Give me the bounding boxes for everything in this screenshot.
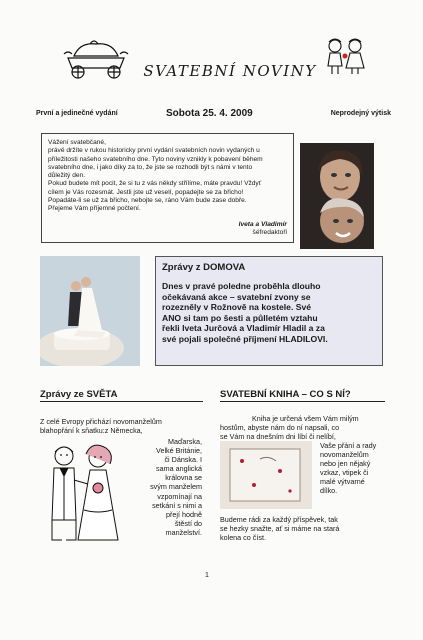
- letter-line: cílem je Vás rozesmát. Jestli jste už veselí, popadejte se za břicho!: [48, 188, 244, 196]
- couple-photo: [300, 143, 374, 249]
- guestbook-line: kolena co číst.: [220, 533, 266, 543]
- home-news-box: [155, 256, 383, 366]
- masthead-meta: [36, 108, 391, 122]
- bride-groom-kids-icon: [320, 36, 370, 76]
- bride-groom-drawing: [40, 440, 122, 550]
- world-news-line: štěstí do: [174, 518, 202, 528]
- letter-line: Vážení svatebčané,: [48, 139, 106, 146]
- world-news-lead-line: blahopřání k sňatku:z Německa,: [40, 426, 143, 435]
- world-news-line: Velké Británie,: [156, 446, 202, 456]
- guestbook-body: [320, 441, 384, 496]
- wedding-carriage-icon: [60, 38, 132, 80]
- wedding-cake-photo: [40, 256, 140, 366]
- world-news-line: sama anglická: [156, 464, 202, 474]
- newspaper-title: SVATEBNÍ NOVINY: [143, 62, 317, 80]
- guestbook-line: hostům, abyste nám do ní napsali, co: [220, 423, 340, 432]
- guestbook-line: novomanželům: [320, 450, 369, 460]
- signature-role: šéfredaktoři: [252, 229, 287, 236]
- guestbook-line: dílko.: [320, 486, 338, 496]
- world-news-line: přejí hodně: [166, 509, 202, 519]
- guestbook-line: se Vám na dnešním dni líbí či nelíbí,: [220, 432, 336, 442]
- world-news-heading: Zprávy ze SVĚTA: [40, 389, 118, 400]
- world-news-line: vzpomínají na: [157, 491, 202, 501]
- guestbook-rule: [220, 401, 385, 402]
- letter-line: právě držíte v rukou historicky první vydání svatebních novin vydaných u: [48, 147, 260, 155]
- home-news-line: očekávaná akce – svatební zvony se: [162, 291, 311, 302]
- home-news-line: Dnes v pravé poledne proběhla dlouho: [162, 281, 321, 291]
- price-note: Neprodejný výtisk: [330, 110, 391, 117]
- letter-line: Přejeme Vám příjemné počtení.: [48, 205, 141, 213]
- world-news-line: královna se: [165, 473, 202, 483]
- guestbook-line: vzkaz, vtipek či: [320, 468, 369, 478]
- page-number: 1: [205, 572, 209, 579]
- letter-line: svatebního dne, i jako díky za to, že jste se rozhodli být s námi v tento: [48, 163, 253, 171]
- guestbook-line: Budeme rádi za každý příspěvek, tak: [220, 515, 338, 524]
- edition-label: První a jedinečné vydání: [36, 110, 118, 117]
- letter-line: Pokud budete mít pocit, že si tu z vás někdy střílíme, máte pravdu! Vždyť: [48, 180, 262, 188]
- home-news-line: řekli Iveta Jurčová a Vladimír Hladil a za: [162, 323, 325, 334]
- world-news-lead: [40, 417, 200, 435]
- world-news-line: svým manželem: [150, 482, 202, 492]
- world-news-lead-line: Z celé Evropy přichází novomanželům: [40, 417, 162, 426]
- guestbook-line: se hezky snažte, ať si máme na stará: [220, 524, 340, 534]
- issue-date: Sobota 25. 4. 2009: [166, 108, 253, 119]
- home-news-line: své pojali společné příjmení HLADILOVI.: [162, 333, 328, 344]
- signature-names: Iveta a Vladimír: [238, 221, 287, 228]
- guestbook-line: Kniha je určená všem Vám milým: [252, 414, 359, 423]
- letter-line: příležitosti našeho svatebního dne. Tyto noviny vznikly k pobavení během: [48, 155, 263, 163]
- home-news-heading: Zprávy z DOMOVA: [162, 262, 246, 273]
- guestbook-line: Vaše přání a rady: [320, 441, 377, 450]
- heart-icon: [343, 54, 348, 59]
- world-news-line: setkání s nimi a: [152, 500, 202, 510]
- letter-line: Popadáte-li se už za břicho, nebojte se, ráno Vám bude zase dobře.: [48, 197, 247, 205]
- world-news-line: manželství.: [165, 527, 202, 537]
- guestbook-photo: [220, 441, 312, 509]
- guestbook-line: malé výtvarné: [320, 477, 365, 487]
- editors-letter: [41, 133, 294, 243]
- guestbook-footer: [220, 515, 385, 542]
- home-news-line: ANO si tam po šesti a půlletém vztahu: [162, 312, 318, 323]
- guestbook-line: nebo jen nějaký: [320, 459, 371, 469]
- world-news-line: či Dánska. I: [164, 455, 202, 465]
- guestbook-lead: [252, 414, 384, 423]
- world-news-rule: [40, 401, 203, 402]
- guestbook-heading: SVATEBNÍ KNIHA – CO S NÍ?: [220, 389, 351, 400]
- editors-signature: [239, 221, 287, 237]
- world-news-body: [128, 437, 202, 537]
- home-news-line: rozezněly v Rožnově na kostele. Své: [162, 302, 312, 313]
- world-news-line: Maďarska,: [168, 437, 202, 446]
- letter-line: důležitý den.: [48, 172, 86, 180]
- guestbook-lead-cont: [220, 423, 382, 441]
